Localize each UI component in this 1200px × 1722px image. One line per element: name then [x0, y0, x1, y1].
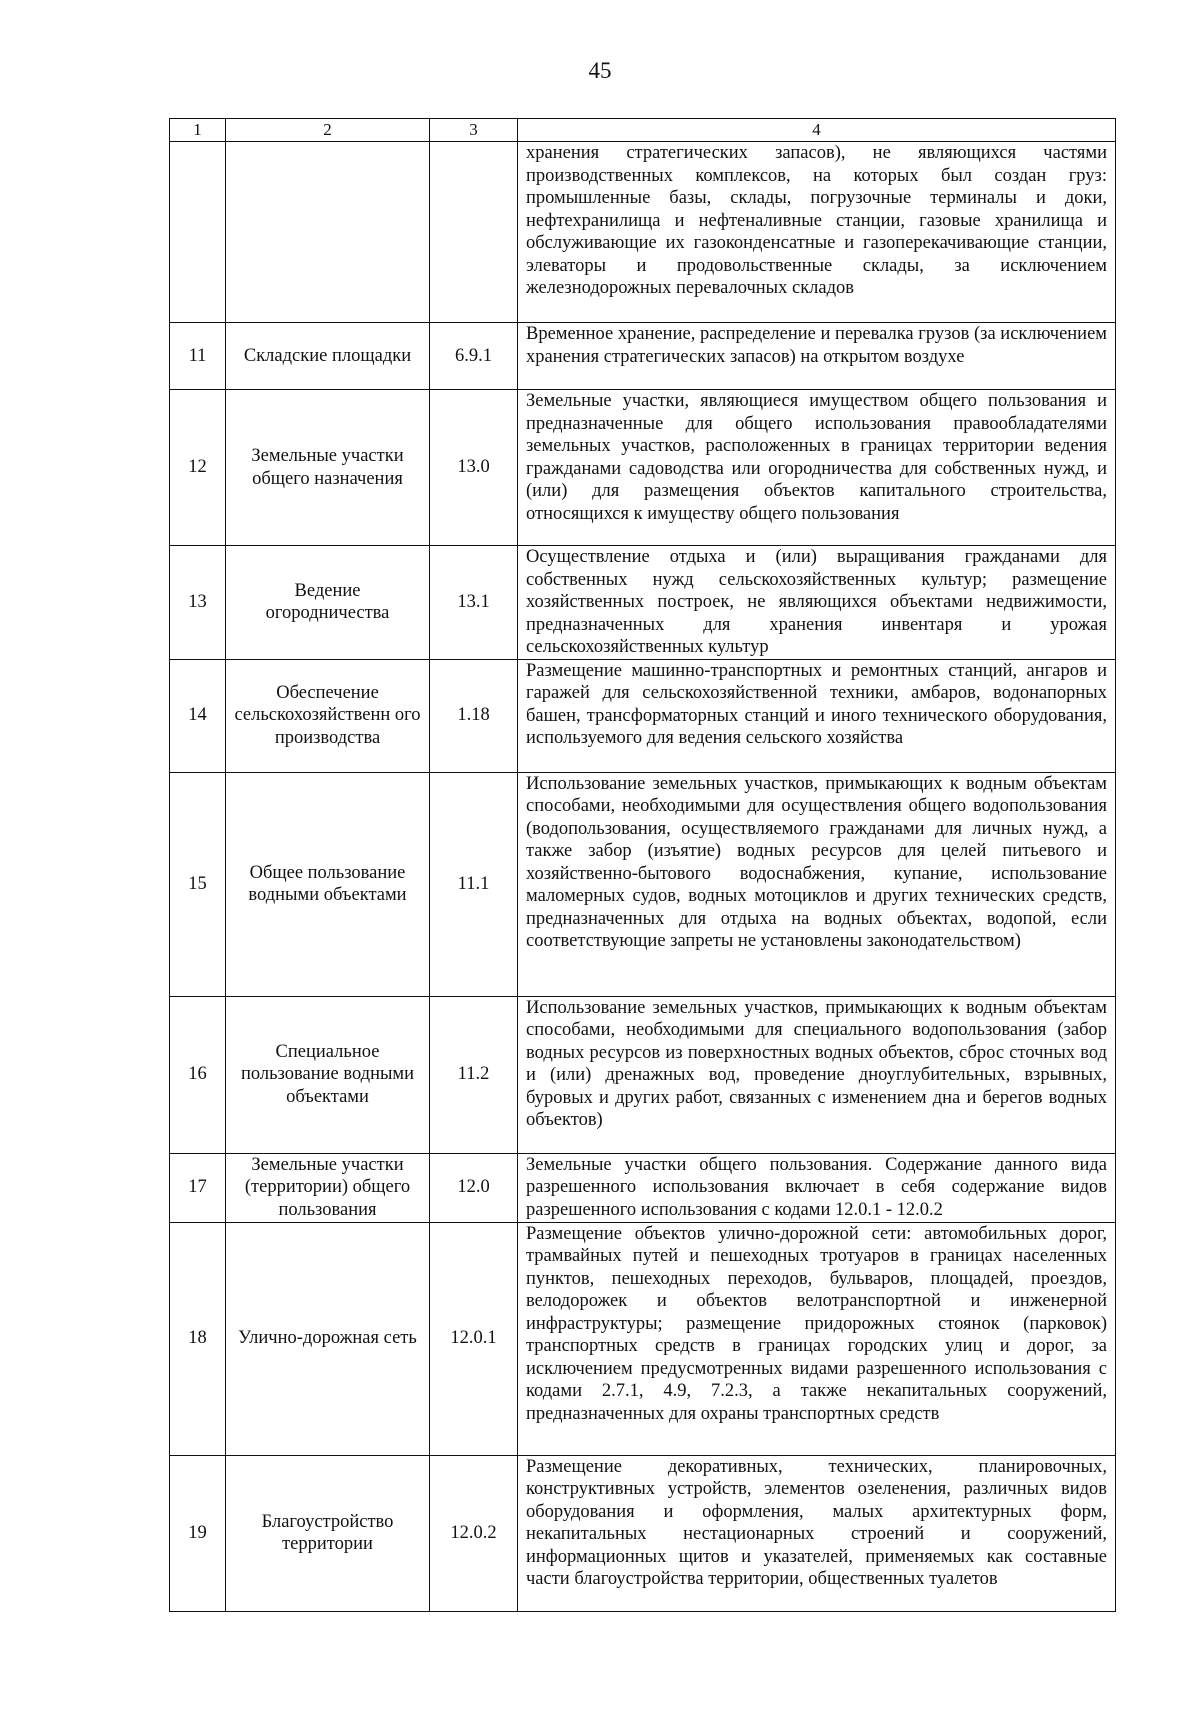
row-description: Использование земельных участков, примыкающих к водным объектам способами, необходимыми для специального водопользования (забор водных ресурсов из поверхностных водных объектов, сброс сточных вод и (или) дренажных вод, проведение дноуглубительных, взрывных, буровых и других работ, связанных с изменением дна и берегов водных объектов) — [518, 996, 1116, 1153]
row-number: 17 — [170, 1153, 226, 1222]
row-number: 13 — [170, 546, 226, 660]
row-number: 18 — [170, 1222, 226, 1455]
row-name: Общее пользование водными объектами — [226, 772, 430, 996]
row-code: 1.18 — [430, 659, 518, 772]
row-name: Благоустройство территории — [226, 1455, 430, 1611]
row-description: Земельные участки, являющиеся имуществом общего пользования и предназначенные для общего использования правообладателями земельных участков, расположенных в границах территории ведения гражданами садоводства или огородничества для собственных нужд, и (или) для размещения объектов капитального строительства, относящихся к имуществу общего пользования — [518, 390, 1116, 546]
table-row — [170, 996, 1116, 1153]
row-description: Временное хранение, распределение и перевалка грузов (за исключением хранения стратегических запасов) на открытом воздухе — [518, 323, 1116, 390]
row-code: 12.0 — [430, 1153, 518, 1222]
row-name: Складские площадки — [226, 323, 430, 390]
header-col-3: 3 — [430, 119, 518, 142]
row-number: 19 — [170, 1455, 226, 1611]
table-row — [170, 546, 1116, 660]
row-name: Улично-дорожная сеть — [226, 1222, 430, 1455]
table-row — [170, 1153, 1116, 1222]
header-col-1: 1 — [170, 119, 226, 142]
row-number: 12 — [170, 390, 226, 546]
row-name: Земельные участки (территории) общего пользования — [226, 1153, 430, 1222]
row-code — [430, 142, 518, 323]
table-row — [170, 390, 1116, 546]
table-row — [170, 1455, 1116, 1611]
row-number: 16 — [170, 996, 226, 1153]
row-code: 13.1 — [430, 546, 518, 660]
table-row — [170, 323, 1116, 390]
row-description: Использование земельных участков, примыкающих к водным объектам способами, необходимыми для осуществления общего водопользования (водопользования, осуществляемого гражданами для личных нужд, а также забор (изъятие) водных ресурсов для целей питьевого и хозяйственно-бытового водоснабжения, купание, использование маломерных судов, водных мотоциклов и других технических средств, предназначенных для отдыха на водных объектах, водопой, если соответствующие запреты не установлены законодательством) — [518, 772, 1116, 996]
row-code: 12.0.1 — [430, 1222, 518, 1455]
table-header-row — [170, 119, 1116, 142]
row-code: 11.1 — [430, 772, 518, 996]
table-row — [170, 659, 1116, 772]
table-row-continuation — [170, 142, 1116, 323]
table-row — [170, 772, 1116, 996]
row-description: Размещение машинно-транспортных и ремонтных станций, ангаров и гаражей для сельскохозяйственной техники, амбаров, водонапорных башен, трансформаторных станций и иного технического оборудования, используемого для ведения сельского хозяйства — [518, 659, 1116, 772]
land-use-table — [169, 118, 1116, 1612]
row-name: Обеспечение сельскохозяйственн ого производства — [226, 659, 430, 772]
header-col-4: 4 — [518, 119, 1116, 142]
row-name — [226, 142, 430, 323]
row-code: 13.0 — [430, 390, 518, 546]
row-description: хранения стратегических запасов), не являющихся частями производственных комплексов, на которых был создан груз: промышленные базы, склады, погрузочные терминалы и доки, нефтехранилища и нефтеналивные станции, газовые хранилища и обслуживающие их газоконденсатные и газоперекачивающие станции, элеваторы и продовольственные склады, за исключением железнодорожных перевалочных складов — [518, 142, 1116, 323]
row-name: Земельные участки общего назначения — [226, 390, 430, 546]
row-description: Земельные участки общего пользования. Содержание данного вида разрешенного использования включает в себя содержание видов разрешенного использования с кодами 12.0.1 - 12.0.2 — [518, 1153, 1116, 1222]
header-col-2: 2 — [226, 119, 430, 142]
row-code: 11.2 — [430, 996, 518, 1153]
row-number: 14 — [170, 659, 226, 772]
row-description: Размещение декоративных, технических, планировочных, конструктивных устройств, элементов озеленения, различных видов оборудования и оформления, малых архитектурных форм, некапитальных нестационарных строений и сооружений, информационных щитов и указателей, применяемых как составные части благоустройства территории, общественных туалетов — [518, 1455, 1116, 1611]
row-code: 6.9.1 — [430, 323, 518, 390]
table-row — [170, 1222, 1116, 1455]
row-number: 15 — [170, 772, 226, 996]
row-description: Размещение объектов улично-дорожной сети: автомобильных дорог, трамвайных путей и пешеходных тротуаров в границах населенных пунктов, пешеходных переходов, бульваров, площадей, проездов, велодорожек и объектов велотранспортной и инженерной инфраструктуры; размещение придорожных стоянок (парковок) транспортных средств в границах городских улиц и дорог, за исключением предусмотренных видами разрешенного использования с кодами 2.7.1, 4.9, 7.2.3, а также некапитальных сооружений, предназначенных для охраны транспортных средств — [518, 1222, 1116, 1455]
row-number: 11 — [170, 323, 226, 390]
row-number — [170, 142, 226, 323]
row-code: 12.0.2 — [430, 1455, 518, 1611]
page-number: 45 — [588, 58, 612, 83]
row-name: Ведение огородничества — [226, 546, 430, 660]
row-name: Специальное пользование водными объектами — [226, 996, 430, 1153]
row-description: Осуществление отдыха и (или) выращивания гражданами для собственных нужд сельскохозяйственных культур; размещение хозяйственных построек, не являющихся объектами недвижимости, предназначенных для хранения инвентаря и урожая сельскохозяйственных культур — [518, 546, 1116, 660]
